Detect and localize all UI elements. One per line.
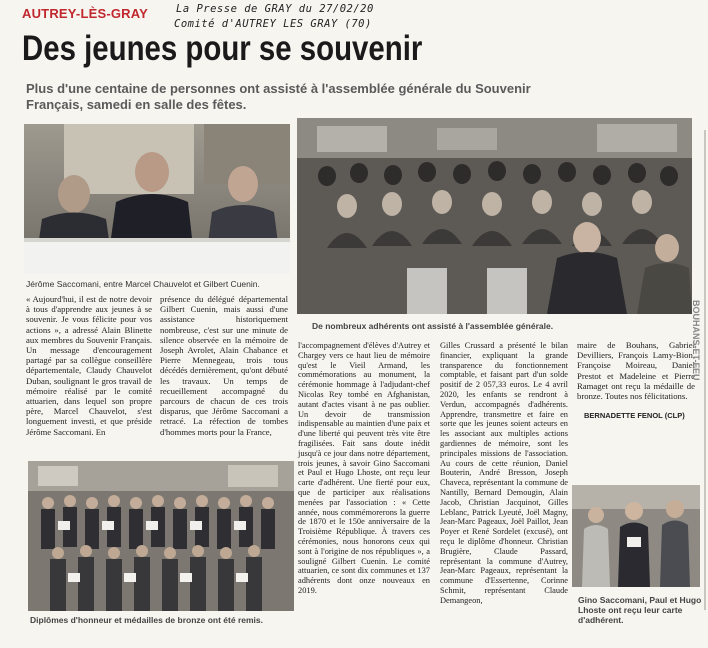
section-heading: AUTREY-LÈS-GRAY: [22, 6, 149, 21]
photo-group-image: [28, 461, 294, 611]
article-column-1: [26, 294, 152, 437]
photo-audience-caption: De nombreux adhérents ont assisté à l'assemblée générale.: [312, 321, 554, 331]
column-4-text: Gilles Crussard a présenté le bilan financier, expliquant la grande transparence du fonctionnement comptable, et faisant part d'un solde positif de 2 057,33 euros. Le 4 avril 2020, les enfants se rendront à Verdun, accompagnés d'adhérents. Apprendre, transmettre et faire en sorte que les jeunes soient acteurs en les associant aux multiples actions gardiennes de mémoire, sont les principales missions de l'association. Au cours de cette réunion, Daniel Bouterin, André Bresson, Joseph Chaveca, représentant la commune de Nantilly, Bernard Demougin, Alain Jacob, Christian Jacquinot, Gilles Leblanc, Patrick Lyeuté, Joël Magny, Jean-Marc Pageaux, Joël Paillot, Jean Poyer et René Sordelet (excusé), ont reçu le diplôme d'honneur. Christian Brugière, Claude Passard, représentant la commune d'Autrey, Jean-Marc Pageaux, représentant la commune d'Essertenne, Corinne Schmit, représentant Claude Demangeon,: [440, 341, 568, 605]
photo-youths-image: [572, 485, 700, 587]
article-title: Des jeunes pour se souvenir: [22, 29, 423, 68]
author-signature: BERNADETTE FENOL (CLP): [584, 411, 685, 420]
photo-podium: [24, 124, 290, 274]
article-column-2: [160, 294, 288, 437]
photo-youths: [572, 485, 700, 587]
handwritten-committee-note: Comité d'AUTREY LES GRAY (70): [174, 18, 372, 30]
page-edge: [704, 130, 706, 610]
photo-audience: [297, 118, 692, 314]
article-column-4: [440, 341, 568, 606]
photo-audience-image: [297, 118, 692, 314]
article-column-5: [577, 340, 695, 401]
column-1-text: « Aujourd'hui, il est de notre devoir à tous d'apprendre aux jeunes à se souvenir. Je vous félicite pour vos actions », a adressé Alain Blinette aux membres du Souvenir Français. Un message d'encouragement partagé par sa collègue conseillère départementale, Claudy Chauvelot Duban, soulignant le gros travail de mémoire réalisé par le comité attuarien, dans lequel son propre père, Marcel Chauvelot, s'est longuement investi, et que préside Jérôme Saccomani. En: [26, 294, 152, 437]
photo-podium-image: [24, 124, 290, 274]
photo-youths-caption: Gino Saccomani, Paul et Hugo Lhoste ont reçu leur carte d'adhérent.: [578, 595, 702, 625]
article-lead: Plus d'une centaine de personnes ont assisté à l'assemblée générale du Souvenir Français, samedi en salle des fêtes.: [26, 81, 531, 112]
article-column-3: [298, 341, 430, 596]
photo-group-caption: Diplômes d'honneur et médailles de bronze ont été remis.: [30, 615, 263, 625]
column-5-text: maire de Bouhans, Gabriel Devilliers, François Lamy-Bion, Françoise Moireau, Daniel Prestot et Madeleine et Pierre Ramaget ont reçu la médaille de bronze. Toutes nos félicitations.: [577, 340, 695, 402]
column-3-text: l'accompagnement d'élèves d'Autrey et Chargey vers ce haut lieu de mémoire qu'est le Vieil Armand, les commémorations au monument, la cérémonie hommage à l'adjudant-chef Nicolas Rey tombé en Afghanistan, autant d'actes visant à ne pas oublier. Un devoir de transmission indispensable au maintien d'une paix et d'une liberté qui peuvent très vite être fragilisées. Fait sans doute inédit jusqu'à ce jour dans notre département, trois jeunes, à savoir Gino Saccomani et Paul et Hugo Lhoste, ont reçu leur carte d'adhérent. Une fierté pour eux, que de participer aux réalisations menées par l'association : « Cette année, nous commémorerons la guerre de 1870 et le 150e anniversaire de la Troisième République. À travers ces cérémonies, nous honorons ceux qui sont à l'origine de nos républiques », a souligné Gilbert Cuenin. Le comité attuarien, ce sont dix communes et 137 adhérents dont onze nouveaux en 2019.: [298, 341, 430, 595]
photo-podium-caption: Jérôme Saccomani, entre Marcel Chauvelot et Gilbert Cuenin.: [26, 279, 260, 289]
adjacent-article-title: BOUHANS-ET-FEU: [691, 300, 701, 381]
column-2-text: présence du délégué départemental Gilbert Cuenin, mais aussi d'une assistance historiquement nombreuse, c'est sur une minute de silence observée en la mémoire de Joseph Avrolet, Alain Chabance et Pierre Mennegeau, trois tous décédés dernièrement, qu'ont débuté les travaux. Un temps de recueillement accompagné du parcours de chacun de ces trois disparus, que Jérôme Saccomani a retracé. La réfection de tombes d'hommes morts pour la France,: [160, 294, 288, 437]
handwritten-source-note: La Presse de GRAY du 27/02/20: [176, 3, 374, 15]
photo-group: [28, 461, 294, 611]
